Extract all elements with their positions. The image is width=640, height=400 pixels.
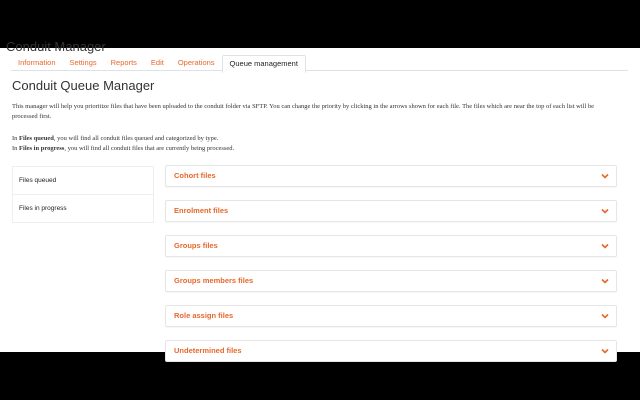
- intro-text: This manager will help you prioritize files that have been uploaded to the conduit folder via SFTP. You can change the priority by clicking in the arrows shown for each file. The files which are near the top of each list will be processed first.: [12, 103, 595, 120]
- section-label: Groups files: [174, 241, 218, 250]
- section-label: Enrolment files: [174, 206, 229, 215]
- note-suffix: , you will find all conduit files queued and categorized by type.: [53, 135, 219, 142]
- tab-bar: [11, 55, 306, 77]
- section-undetermined-files[interactable]: [165, 340, 617, 362]
- tab-operations[interactable]: Operations: [177, 58, 215, 67]
- sidebar-nav: [12, 166, 154, 223]
- page-title-clipped: Conduit Manager: [6, 39, 106, 54]
- tab-reports[interactable]: Reports: [110, 58, 137, 67]
- chevron-down-icon[interactable]: [600, 346, 610, 356]
- files-queued-note: [12, 134, 608, 144]
- chevron-down-icon[interactable]: [600, 206, 610, 216]
- note-bold: Files queued: [19, 135, 54, 142]
- files-in-progress-note: [12, 144, 608, 154]
- section-cohort-files[interactable]: [165, 165, 617, 187]
- page-heading: Conduit Queue Manager: [12, 78, 155, 93]
- section-enrolment-files[interactable]: [165, 200, 617, 222]
- section-label: Groups members files: [174, 276, 254, 285]
- sidebar-item-files-in-progress[interactable]: Files in progress: [12, 195, 154, 223]
- section-role-assign-files[interactable]: [165, 305, 617, 327]
- tab-edit[interactable]: Edit: [150, 58, 164, 67]
- section-groups-members-files[interactable]: [165, 270, 617, 292]
- section-label: Undetermined files: [174, 346, 242, 355]
- sidebar-item-files-queued[interactable]: Files queued: [12, 166, 154, 195]
- section-groups-files[interactable]: [165, 235, 617, 257]
- tab-settings[interactable]: Settings: [69, 58, 97, 67]
- file-sections-accordion: [165, 165, 617, 375]
- section-label: Cohort files: [174, 171, 216, 180]
- section-label: Role assign files: [174, 311, 234, 320]
- chevron-down-icon[interactable]: [600, 171, 610, 181]
- tab-queue-management[interactable]: Queue management: [222, 55, 306, 73]
- note-suffix: , you will find all conduit files that are currently being processed.: [64, 145, 235, 152]
- note-prefix: In: [12, 145, 20, 152]
- tab-information[interactable]: Information: [18, 58, 56, 67]
- note-prefix: In: [12, 135, 20, 142]
- chevron-down-icon[interactable]: [600, 311, 610, 321]
- chevron-down-icon[interactable]: [600, 241, 610, 251]
- page-viewport: [0, 39, 640, 355]
- note-bold: Files in progress: [19, 145, 65, 152]
- chevron-down-icon[interactable]: [600, 276, 610, 286]
